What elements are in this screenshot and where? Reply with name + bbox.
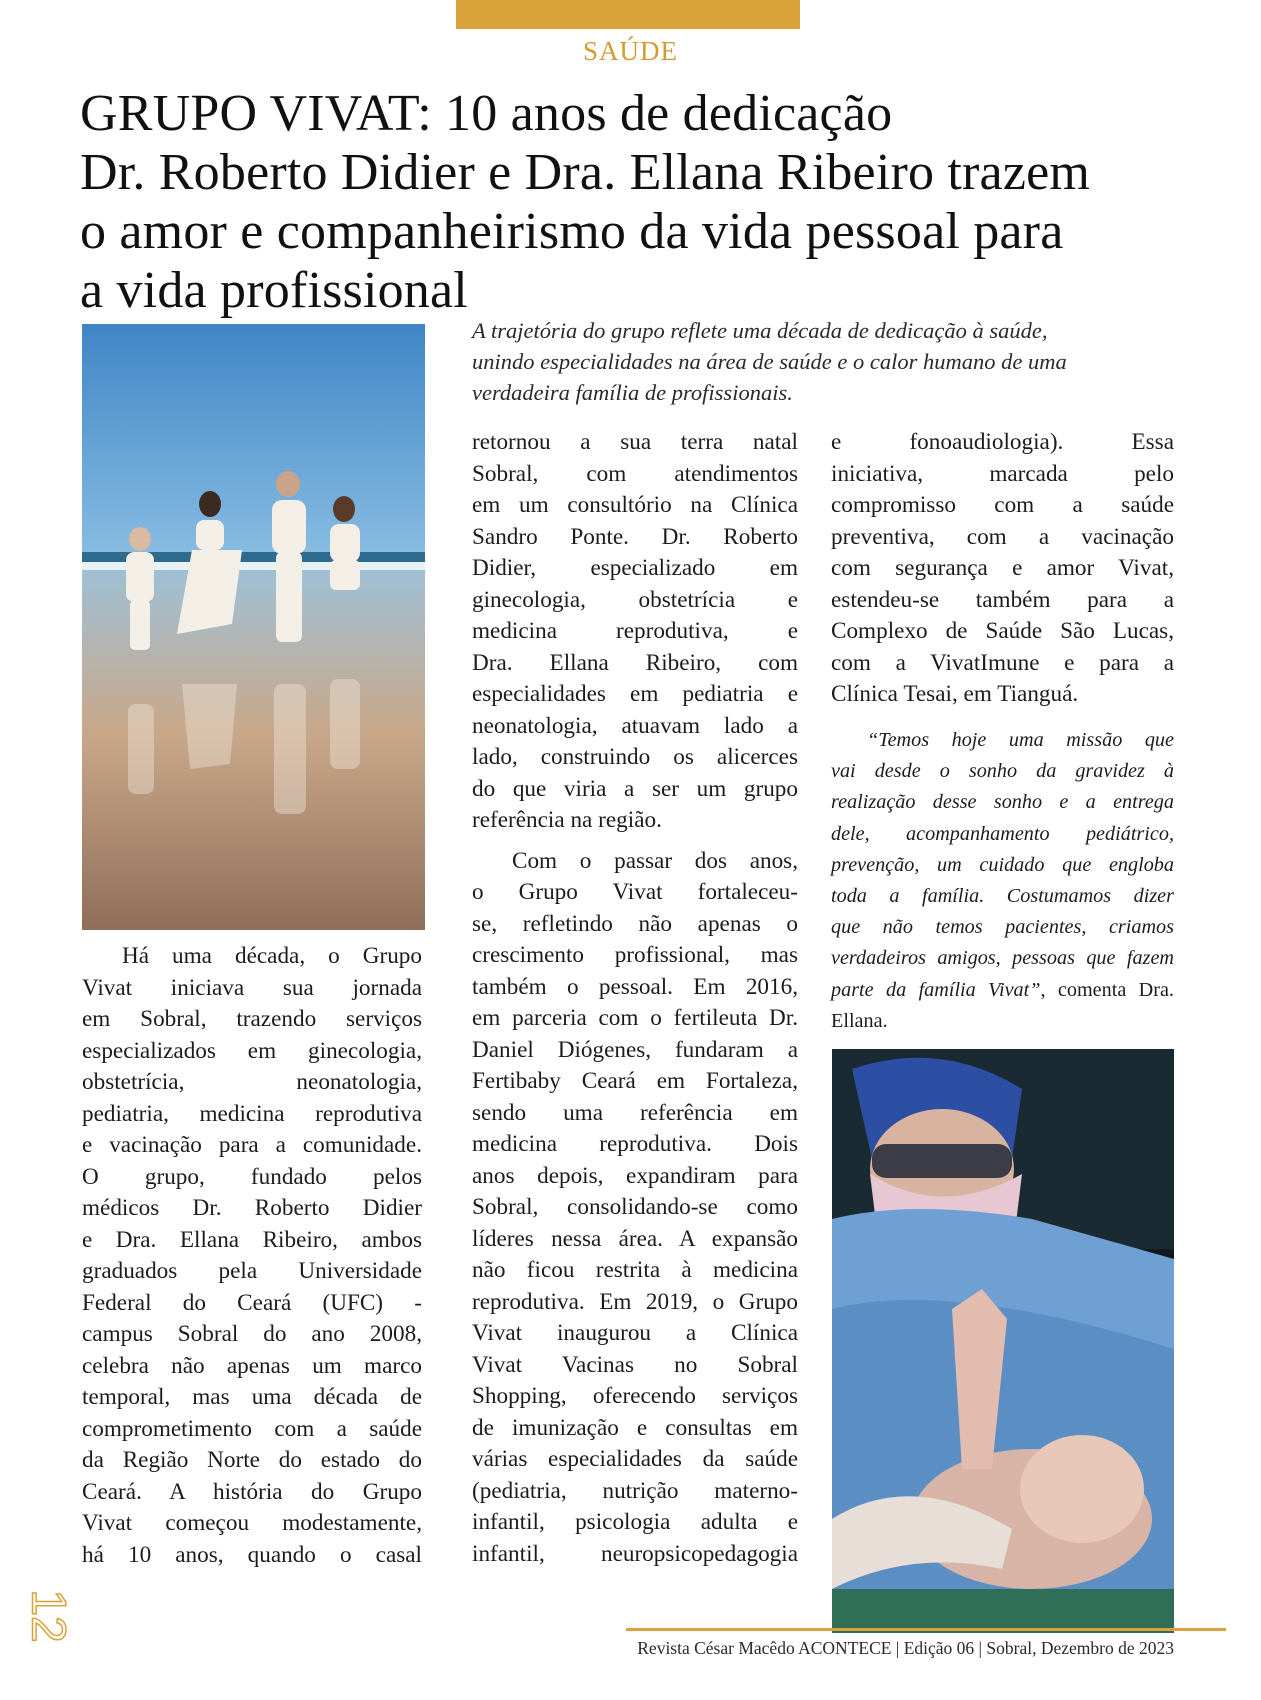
body-column-3 — [831, 427, 1174, 711]
quote-line: vai desde o sonho da gravidez à — [831, 760, 1174, 783]
quote-attribution: , comenta Dra. — [1040, 978, 1174, 1001]
body-line: iniciativa, marcada pelo — [831, 460, 1174, 487]
delivery-photo — [832, 1049, 1174, 1633]
body-line: em um consultório na Clínica — [472, 492, 798, 518]
quote-line: que não temos pacientes, criamos — [831, 916, 1174, 939]
body-line: medicina reprodutiva, e — [472, 618, 798, 644]
body-line: não ficou restrita à medicina — [472, 1257, 798, 1283]
body-line: comprometimento com a saúde — [82, 1415, 422, 1442]
headline-line: a vida profissional — [80, 262, 468, 319]
body-line: Daniel Diógenes, fundaram a — [472, 1036, 798, 1063]
body-line: em Sobral, trazendo serviços — [82, 1006, 422, 1032]
body-line: Complexo de Saúde São Lucas, — [831, 618, 1174, 644]
body-column-1 — [82, 941, 422, 1571]
body-line: e Dra. Ellana Ribeiro, ambos — [82, 1226, 422, 1253]
body-line: reprodutiva. Em 2019, o Grupo — [472, 1288, 798, 1315]
page-number-graphic — [21, 1552, 75, 1680]
quote-line: prevenção, um cuidado que engloba — [831, 853, 1174, 876]
body-line: Vivat Vacinas no Sobral — [472, 1351, 798, 1378]
body-line: Vivat iniciava sua jornada — [82, 974, 422, 1001]
headline-line: o amor e companheirismo da vida pessoal para — [80, 203, 1064, 260]
body-line: Federal do Ceará (UFC) - — [82, 1289, 422, 1316]
body-line: Didier, especializado em — [472, 555, 798, 581]
body-line: o Grupo Vivat fortaleceu- — [472, 879, 798, 905]
body-line: graduados pela Universidade — [82, 1258, 422, 1284]
body-line: Vivat inaugurou a Clínica — [472, 1320, 798, 1346]
body-line: com segurança e amor Vivat, — [831, 555, 1174, 581]
body-line: também o pessoal. Em 2016, — [472, 973, 798, 1000]
headline-line: Dr. Roberto Didier e Dra. Ellana Ribeiro trazem — [80, 144, 1091, 201]
body-line: Shopping, oferecendo serviços — [472, 1383, 798, 1409]
body-line: Sandro Ponte. Dr. Roberto — [472, 523, 798, 550]
body-line: e vacinação para a comunidade. — [82, 1132, 422, 1158]
body-line: Fertibaby Ceará em Fortaleza, — [472, 1068, 798, 1094]
body-line: infantil, neuropsicopedagogia — [472, 1540, 798, 1567]
lead-line: unindo especialidades na área de saúde e o calor humano de uma — [472, 349, 1067, 374]
quote-line: realização desse sonho e a entrega — [831, 791, 1174, 814]
body-line: Clínica Tesai, em Tianguá. — [831, 681, 1079, 707]
body-line: obstetrícia, neonatologia, — [82, 1069, 422, 1095]
body-line: Sobral, consolidando-se como — [472, 1194, 798, 1220]
body-line: infantil, psicologia adulta e — [472, 1509, 798, 1535]
page-number-text: 12 — [21, 1589, 75, 1643]
body-line: Dra. Ellana Ribeiro, com — [472, 649, 798, 676]
body-line: compromisso com a saúde — [831, 492, 1174, 518]
quote-line — [831, 975, 1174, 1006]
footer-text: Revista César Macêdo ACONTECE | Edição 06 | Sobral, Dezembro de 2023 — [637, 1638, 1174, 1658]
top-accent-bar — [456, 0, 800, 29]
body-line: estendeu-se também para a — [831, 586, 1174, 613]
footer-rule — [626, 1628, 1226, 1631]
body-line: se, refletindo não apenas o — [472, 910, 798, 937]
body-line: especialidades em pediatria e — [472, 681, 798, 707]
quote-attribution-end: Ellana. — [831, 1009, 888, 1032]
body-line: pediatria, medicina reprodutiva — [82, 1100, 422, 1127]
body-line: com a VivatImune e para a — [831, 649, 1174, 676]
body-line: e fonoaudiologia). Essa — [831, 429, 1174, 455]
body-line: lado, construindo os alicerces — [472, 744, 798, 770]
body-line: ginecologia, obstetrícia e — [472, 586, 798, 613]
page-number — [21, 1552, 75, 1680]
article-lead — [472, 315, 1184, 408]
body-line: Sobral, com atendimentos — [472, 460, 798, 487]
quote-line: verdadeiros amigos, pessoas que fazem — [831, 947, 1174, 970]
paragraph-gap — [472, 837, 798, 846]
body-line: Vivat começou modestamente, — [82, 1510, 422, 1536]
body-line: referência na região. — [472, 807, 662, 833]
article-headline — [80, 84, 1200, 320]
body-line: líderes nessa área. A expansão — [472, 1225, 798, 1252]
body-line: medicina reprodutiva. Dois — [472, 1131, 798, 1157]
body-column-2 — [472, 427, 798, 1570]
headline-line: GRUPO VIVAT: 10 anos de dedicação — [80, 85, 893, 142]
body-line: do que viria a ser um grupo — [472, 775, 798, 802]
body-line: Ceará. A história do Grupo — [82, 1478, 422, 1505]
pull-quote — [831, 725, 1174, 1037]
body-line: retornou a sua terra natal — [472, 429, 798, 455]
body-line: anos depois, expandiram para — [472, 1162, 798, 1189]
section-label: SAÚDE — [582, 36, 678, 66]
body-line: Com o passar dos anos, — [512, 847, 798, 874]
body-line: de imunização e consultas em — [472, 1414, 798, 1441]
body-line: em parceria com o fertileuta Dr. — [472, 1005, 798, 1031]
body-line: há 10 anos, quando o casal — [82, 1541, 422, 1568]
quote-closing-italic: parte da família Vivat” — [831, 978, 1041, 1001]
body-line: Há uma década, o Grupo — [122, 943, 422, 969]
lead-line: verdadeira família de profissionais. — [472, 380, 793, 405]
body-line: O grupo, fundado pelos — [82, 1163, 422, 1190]
quote-line: toda a família. Costumamos dizer — [831, 884, 1174, 907]
body-line: preventiva, com a vacinação — [831, 523, 1174, 550]
quote-line: “Temos hoje uma missão que — [867, 729, 1174, 751]
body-line: celebra não apenas um marco — [82, 1352, 422, 1379]
body-line: várias especialidades da saúde — [472, 1446, 798, 1472]
quote-line: dele, acompanhamento pediátrico, — [831, 822, 1174, 845]
lead-line: A trajetória do grupo reflete uma década de dedicação à saúde, — [472, 318, 1048, 343]
body-line: médicos Dr. Roberto Didier — [82, 1195, 422, 1221]
body-line: sendo uma referência em — [472, 1099, 798, 1126]
family-beach-photo — [82, 324, 425, 930]
body-line: especializados em ginecologia, — [82, 1037, 422, 1064]
body-line: crescimento profissional, mas — [472, 942, 798, 968]
body-line: neonatologia, atuavam lado a — [472, 712, 798, 739]
body-line: da Região Norte do estado do — [82, 1447, 422, 1473]
body-line: temporal, mas uma década de — [82, 1384, 422, 1410]
body-line: (pediatria, nutrição materno- — [472, 1477, 798, 1504]
body-line: campus Sobral do ano 2008, — [82, 1321, 422, 1347]
